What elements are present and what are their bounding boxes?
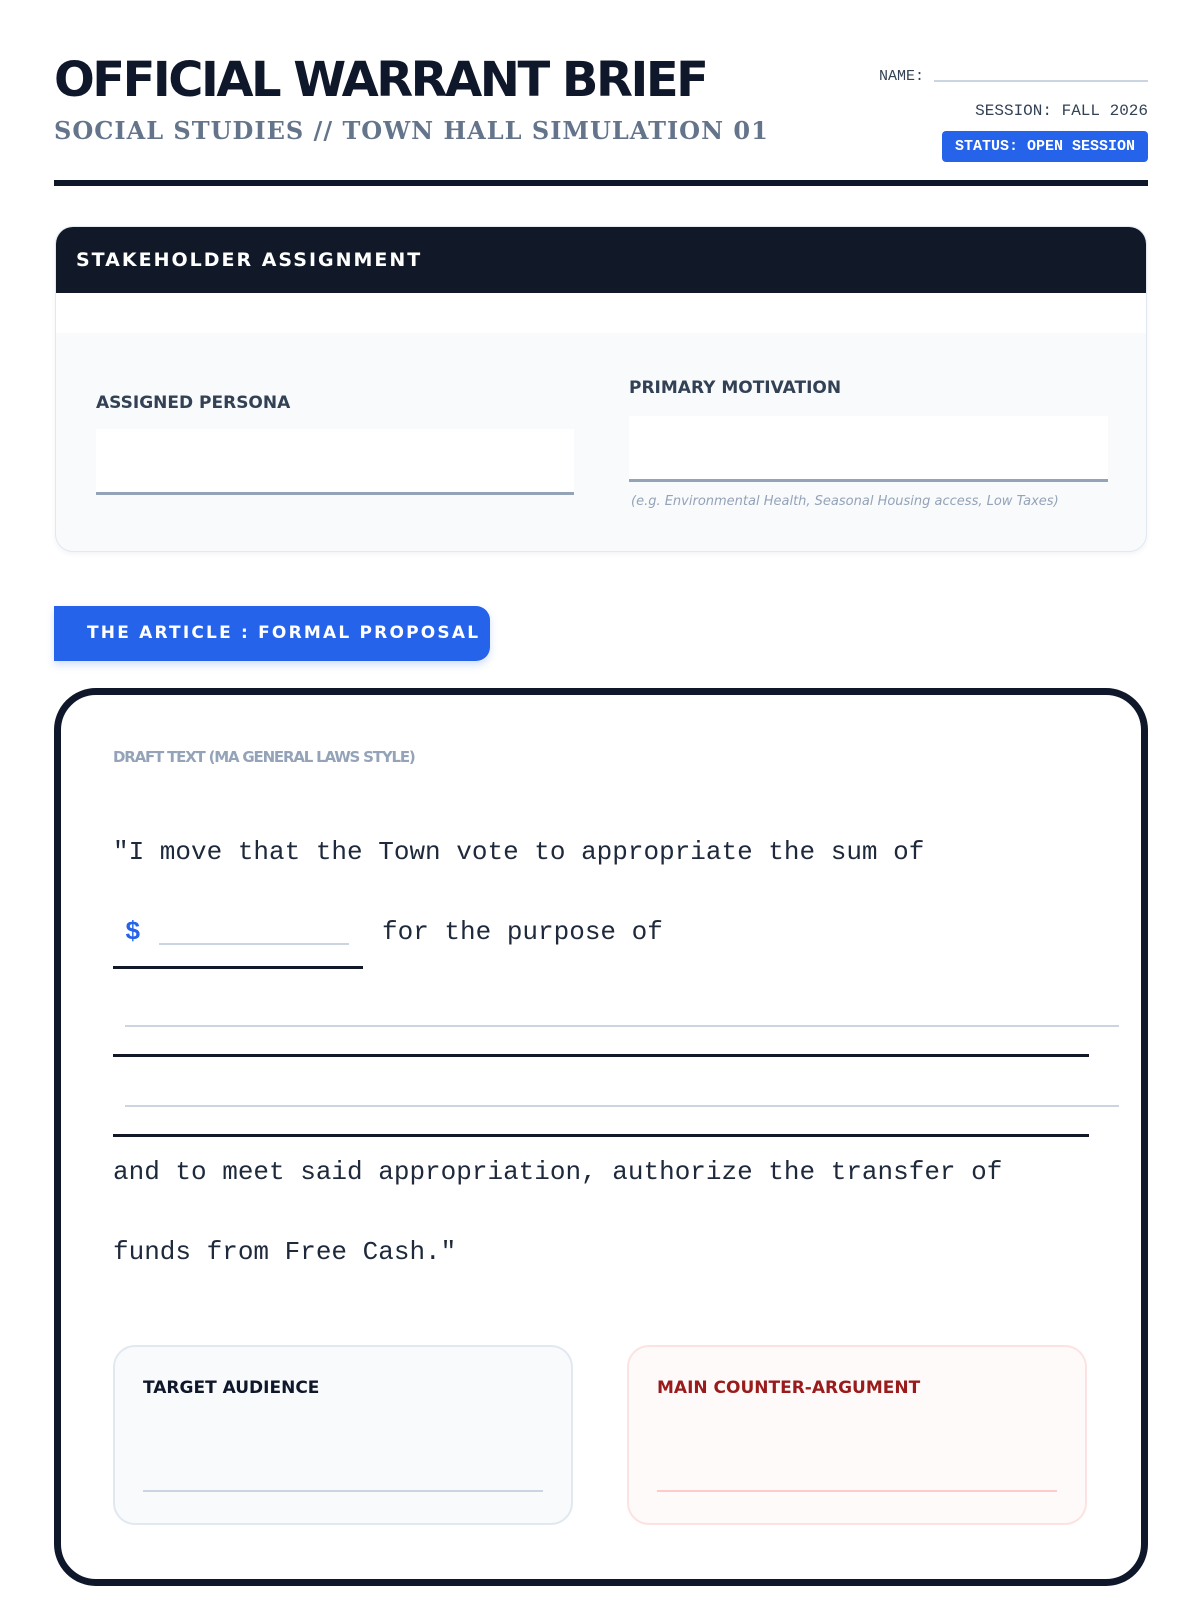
- article-tab: THE ARTICLE : FORMAL PROPOSAL: [54, 606, 490, 661]
- target-audience-card: [113, 1345, 573, 1525]
- motivation-label: PRIMARY MOTIVATION: [629, 378, 842, 398]
- stakeholder-heading: STAKEHOLDER ASSIGNMENT: [56, 227, 1146, 293]
- name-row: [879, 68, 1148, 85]
- draft-label: DRAFT TEXT (MA GENERAL LAWS STYLE): [113, 748, 415, 766]
- purpose-text: for the purpose of: [382, 917, 663, 947]
- page-title: OFFICIAL WARRANT BRIEF: [54, 52, 707, 108]
- dollar-sign: $: [125, 917, 141, 947]
- stakeholder-card: [55, 226, 1147, 552]
- article-line-1: "I move that the Town vote to appropriate the sum of: [113, 837, 925, 867]
- target-audience-label: TARGET AUDIENCE: [143, 1378, 320, 1398]
- counter-argument-input[interactable]: [657, 1490, 1057, 1492]
- session-label: SESSION: FALL 2026: [975, 102, 1148, 120]
- amount-input[interactable]: [113, 907, 363, 969]
- counter-argument-label: MAIN COUNTER-ARGUMENT: [657, 1378, 921, 1398]
- name-field[interactable]: [934, 80, 1148, 82]
- motivation-input[interactable]: [629, 416, 1108, 482]
- persona-label: ASSIGNED PERSONA: [96, 393, 291, 413]
- purpose-input-1[interactable]: [113, 1054, 1089, 1057]
- target-audience-input[interactable]: [143, 1490, 543, 1492]
- purpose-input-2[interactable]: [113, 1134, 1089, 1137]
- persona-input[interactable]: [96, 429, 574, 495]
- motivation-hint: (e.g. Environmental Health, Seasonal Housing access, Low Taxes): [631, 494, 1059, 509]
- article-card: [54, 688, 1148, 1586]
- article-line-4: funds from Free Cash.": [113, 1237, 457, 1267]
- counter-argument-card: [627, 1345, 1087, 1525]
- status-badge: STATUS: OPEN SESSION: [942, 131, 1148, 162]
- page-subtitle: SOCIAL STUDIES // TOWN HALL SIMULATION 01: [54, 116, 769, 145]
- name-label: NAME:: [878, 68, 924, 85]
- article-line-3: and to meet said appropriation, authorize the transfer of: [113, 1157, 1003, 1187]
- header: [54, 52, 1148, 186]
- header-meta: [848, 62, 1148, 162]
